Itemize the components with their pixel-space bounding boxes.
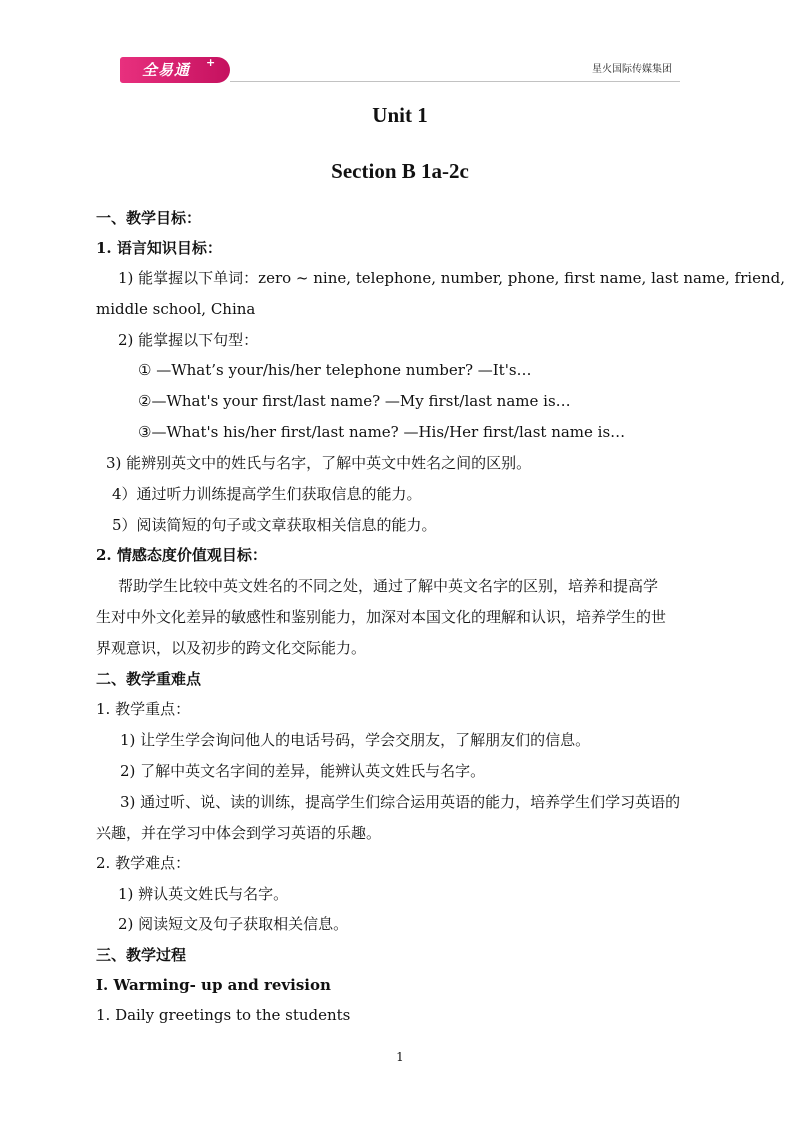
section-title: Section B 1a-2c [331,159,469,183]
brand-name: 星火国际传媒集团 [592,64,672,75]
subheading-attitude-goals: 2. 情感态度价值观目标： [96,546,267,564]
heading-key-points: 二、教学重难点 [96,670,202,688]
sentence-pattern-2: ②—What's your first/last name? —My first/last name is… [138,392,571,410]
heading-teaching-goals: 一、教学目标： [96,209,202,227]
difficulty-item-2: 2) 阅读短文及句子获取相关信息。 [118,915,349,933]
step-warming-up: Ⅰ. Warming- up and revision [96,976,331,994]
difficulty-item-1: 1) 辨认英文姓氏与名字。 [118,885,289,903]
goal-vocab: 1) 能掌握以下单词：zero ~ nine, telephone, number, phone, first name, last name, friend, [118,269,785,287]
goal-reading: 5）阅读简短的句子或文章获取相关信息的能力。 [112,516,437,534]
goal-sentences: 2) 能掌握以下句型： [118,331,259,349]
attitude-paragraph-line-1: 帮助学生比较中英文姓名的不同之处，通过了解中英文名字的区别，培养和提高学 [118,577,659,595]
goal-vocab-cont: middle school, China [96,300,256,318]
attitude-paragraph-line-2: 生对中外文化差异的敏感性和鉴别能力，加深对本国文化的理解和认识，培养学生的世 [96,608,667,626]
sentence-pattern-3: ③—What's his/her first/last name? —His/Her first/last name is… [138,423,626,441]
page-header [120,54,680,86]
attitude-paragraph-line-3: 界观意识，以及初步的跨文化交际能力。 [96,639,367,657]
goal-listening: 4）通过听力训练提高学生们获取信息的能力。 [112,485,422,503]
sentence-pattern-1: ① —What’s your/his/her telephone number? —It's… [138,361,532,379]
heading-procedure: 三、教学过程 [96,946,187,964]
goal-names: 3) 能辨别英文中的姓氏与名字，了解中英文中姓名之间的区别。 [106,454,532,472]
subheading-focus: 1. 教学重点： [96,700,191,718]
focus-item-3-cont: 兴趣，并在学习中体会到学习英语的乐趣。 [96,824,382,842]
step-daily-greetings: 1. Daily greetings to the students [96,1006,351,1024]
logo [120,57,230,83]
logo-text: 全易通 [142,61,191,79]
focus-item-1: 1) 让学生学会询问他人的电话号码，学会交朋友，了解朋友们的信息。 [120,731,591,749]
focus-item-3: 3) 通过听、说、读的训练，提高学生们综合运用英语的能力，培养学生们学习英语的 [120,793,681,811]
logo-plus: + [206,56,216,69]
subheading-difficulty: 2. 教学难点： [96,854,191,872]
unit-title: Unit 1 [372,103,428,127]
header-divider [230,81,680,82]
subheading-language-goals: 1. 语言知识目标： [96,239,222,257]
focus-item-2: 2) 了解中英文名字间的差异，能辨认英文姓氏与名字。 [120,762,486,780]
page-number: 1 [396,1050,404,1064]
